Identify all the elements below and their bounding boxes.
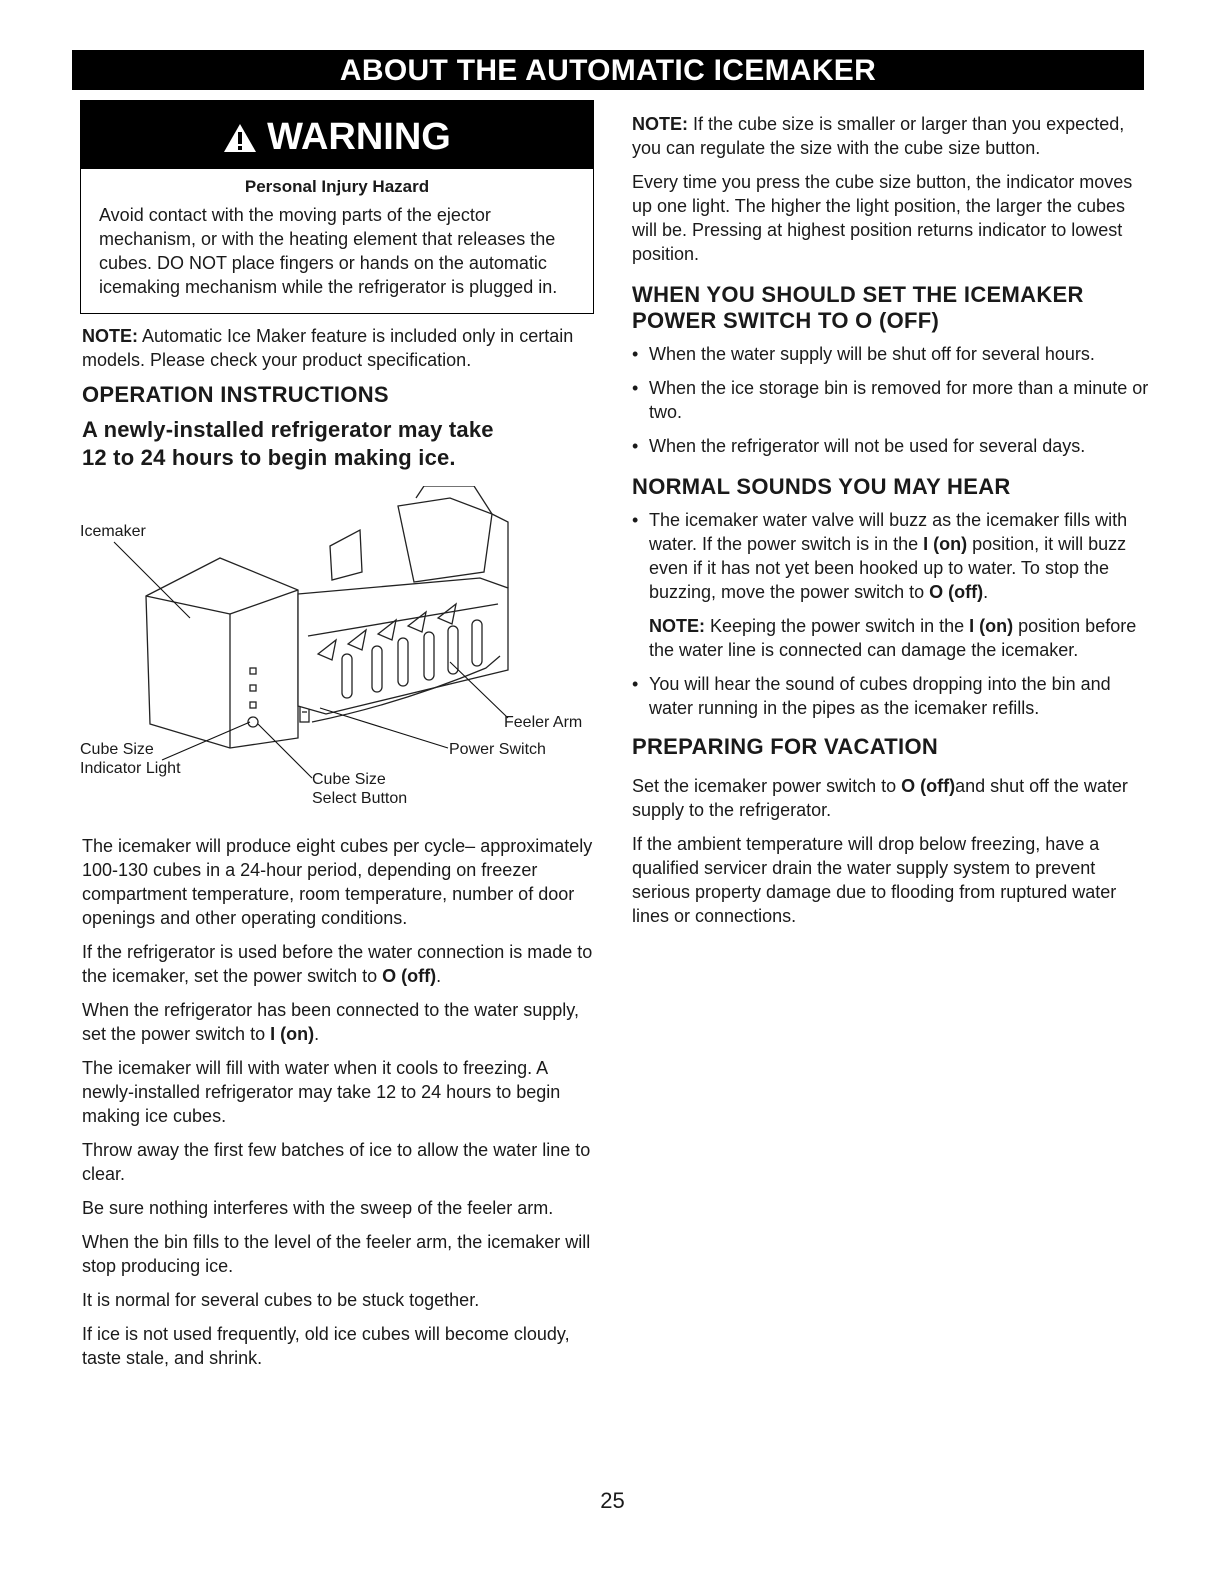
label-cube-size-select bbox=[312, 770, 407, 808]
warning-header bbox=[81, 101, 593, 169]
label-cube-size-indicator bbox=[80, 740, 181, 778]
paragraph-old-cubes: If ice is not used frequently, old ice cubes will become cloudy, taste stale, and shrink. bbox=[82, 1324, 570, 1368]
bullet: • bbox=[632, 436, 639, 456]
paragraph-before-connection-off: O (off) bbox=[382, 966, 437, 986]
list-item bbox=[632, 434, 1152, 458]
left-column bbox=[82, 100, 597, 1380]
list-item bbox=[632, 376, 1152, 424]
paragraph-after-connection-end: . bbox=[314, 1024, 320, 1044]
warning-title: WARNING bbox=[267, 116, 451, 158]
paragraph-before-connection bbox=[82, 940, 597, 988]
list-item bbox=[632, 672, 1152, 720]
vacation-heading: PREPARING FOR VACATION bbox=[632, 734, 939, 759]
power-switch-heading: WHEN YOU SHOULD SET THE ICEMAKER POWER SWITCH TO O (OFF) bbox=[632, 282, 1084, 333]
sounds-heading: NORMAL SOUNDS YOU MAY HEAR bbox=[632, 474, 1011, 499]
sound-valve-on: I (on) bbox=[923, 534, 968, 554]
label-cube-size-select-line-1: Cube Size bbox=[312, 771, 386, 788]
paragraph-cube-production: The icemaker will produce eight cubes per cycle– approximately 100-130 cubes in a 24-hour period, depending on freezer compartment temperature, room temperature, number of door openings and other operating conditions. bbox=[82, 836, 593, 928]
vacation-off: O (off) bbox=[901, 776, 956, 796]
warning-box bbox=[80, 100, 594, 314]
vacation-text-2: and shut off the water supply to the refrigerator. bbox=[632, 776, 1128, 820]
ice-time-heading-line-2: 12 to 24 hours to begin making ice. bbox=[82, 445, 456, 470]
label-cube-size-indicator-line-2: Indicator Light bbox=[80, 760, 181, 777]
list-item-text: When the ice storage bin is removed for more than a minute or two. bbox=[649, 378, 1149, 422]
warning-subtitle: Personal Injury Hazard bbox=[244, 177, 430, 196]
warning-body: Avoid contact with the moving parts of the ejector mechanism, or with the heating element that releases the cubes. DO NOT place fingers or hands on the automatic icemaking mechanism while the refrigerator is plugged in. bbox=[99, 205, 558, 297]
paragraph-after-connection bbox=[82, 998, 597, 1046]
paragraph-after-connection-on: I (on) bbox=[270, 1024, 315, 1044]
subnote-label: NOTE: bbox=[649, 616, 705, 636]
sound-valve-text-2: position, it will buzz even if it has not yet been hooked up to water. To stop the buzzing, move the power switch to bbox=[649, 534, 1127, 602]
label-feeler-arm: Feeler Arm bbox=[504, 714, 583, 731]
paragraph-bin-full: When the bin fills to the level of the feeler arm, the icemaker will stop producing ice. bbox=[82, 1232, 591, 1276]
page-banner: ABOUT THE AUTOMATIC ICEMAKER bbox=[72, 50, 1144, 90]
sound-cubes-text: You will hear the sound of cubes dropping into the bin and water running in the pipes as the icemaker refills. bbox=[649, 674, 1111, 718]
paragraph-feeler-sweep: Be sure nothing interferes with the sweep of the feeler arm. bbox=[82, 1198, 554, 1218]
label-cube-size-indicator-line-1: Cube Size bbox=[80, 741, 154, 758]
label-cube-size-select-line-2: Select Button bbox=[312, 790, 408, 807]
power-switch-subnote bbox=[632, 614, 1152, 662]
paragraph-first-batches: Throw away the first few batches of ice to allow the water line to clear. bbox=[82, 1140, 591, 1184]
subnote-on: I (on) bbox=[969, 616, 1014, 636]
power-off-list bbox=[632, 342, 1152, 458]
label-power-switch: Power Switch bbox=[449, 741, 546, 758]
icemaker-diagram bbox=[80, 486, 600, 816]
paragraph-after-connection-text: When the refrigerator has been connected to the water supply, set the power switch to bbox=[82, 1000, 579, 1044]
page-number: 25 bbox=[600, 1488, 625, 1513]
note-text: Automatic Ice Maker feature is included only in certain models. Please check your product specification. bbox=[82, 326, 574, 370]
paragraph-before-connection-end: . bbox=[436, 966, 442, 986]
warning-triangle-icon bbox=[223, 123, 257, 153]
sound-valve-off: O (off) bbox=[929, 582, 984, 602]
paragraph-cube-size-button: Every time you press the cube size button, the indicator moves up one light. The higher the light position, the larger the cubes will be. Pressing at highest position returns indicator to lowest position. bbox=[632, 172, 1133, 264]
note-label: NOTE: bbox=[82, 326, 138, 346]
cube-size-note bbox=[632, 112, 1152, 160]
paragraph-vacation-switch bbox=[632, 774, 1152, 822]
bullet: • bbox=[632, 378, 639, 398]
list-item bbox=[632, 508, 1152, 604]
bullet: • bbox=[632, 674, 639, 694]
operation-heading: OPERATION INSTRUCTIONS bbox=[82, 382, 389, 407]
bullet: • bbox=[632, 510, 639, 530]
list-item bbox=[632, 342, 1152, 366]
list-item-text: When the refrigerator will not be used for several days. bbox=[649, 436, 1086, 456]
paragraph-fill-water: The icemaker will fill with water when it cools to freezing. A newly-installed refrigerator may take 12 to 24 hours to begin making ice cubes. bbox=[82, 1058, 561, 1126]
right-column bbox=[632, 112, 1152, 938]
bullet: • bbox=[632, 344, 639, 364]
cube-size-note-label: NOTE: bbox=[632, 114, 688, 134]
sound-valve-end: . bbox=[983, 582, 989, 602]
label-icemaker: Icemaker bbox=[80, 523, 146, 540]
cube-size-note-text: If the cube size is smaller or larger than you expected, you can regulate the size with the cube size button. bbox=[632, 114, 1125, 158]
sound-valve-text: The icemaker water valve will buzz as the icemaker fills with water. If the power switch is in the bbox=[649, 510, 1128, 554]
subnote-text: Keeping the power switch in the bbox=[705, 616, 970, 636]
paragraph-freezing: If the ambient temperature will drop below freezing, have a qualified servicer drain the water supply system to prevent serious property damage due to flooding from ruptured water lines or connections. bbox=[632, 834, 1117, 926]
paragraph-stuck-cubes: It is normal for several cubes to be stuck together. bbox=[82, 1290, 480, 1310]
subnote-text-2: position before the water line is connected can damage the icemaker. bbox=[649, 616, 1137, 660]
sounds-list bbox=[632, 508, 1152, 604]
ice-time-heading-line-1: A newly-installed refrigerator may take bbox=[82, 417, 494, 442]
note-paragraph bbox=[82, 324, 597, 372]
list-item-text: When the water supply will be shut off for several hours. bbox=[649, 344, 1095, 364]
sounds-list-2 bbox=[632, 672, 1152, 720]
ice-time-heading bbox=[82, 416, 597, 472]
vacation-text: Set the icemaker power switch to bbox=[632, 776, 902, 796]
paragraph-before-connection-text: If the refrigerator is used before the water connection is made to the icemaker, set the power switch to bbox=[82, 942, 593, 986]
